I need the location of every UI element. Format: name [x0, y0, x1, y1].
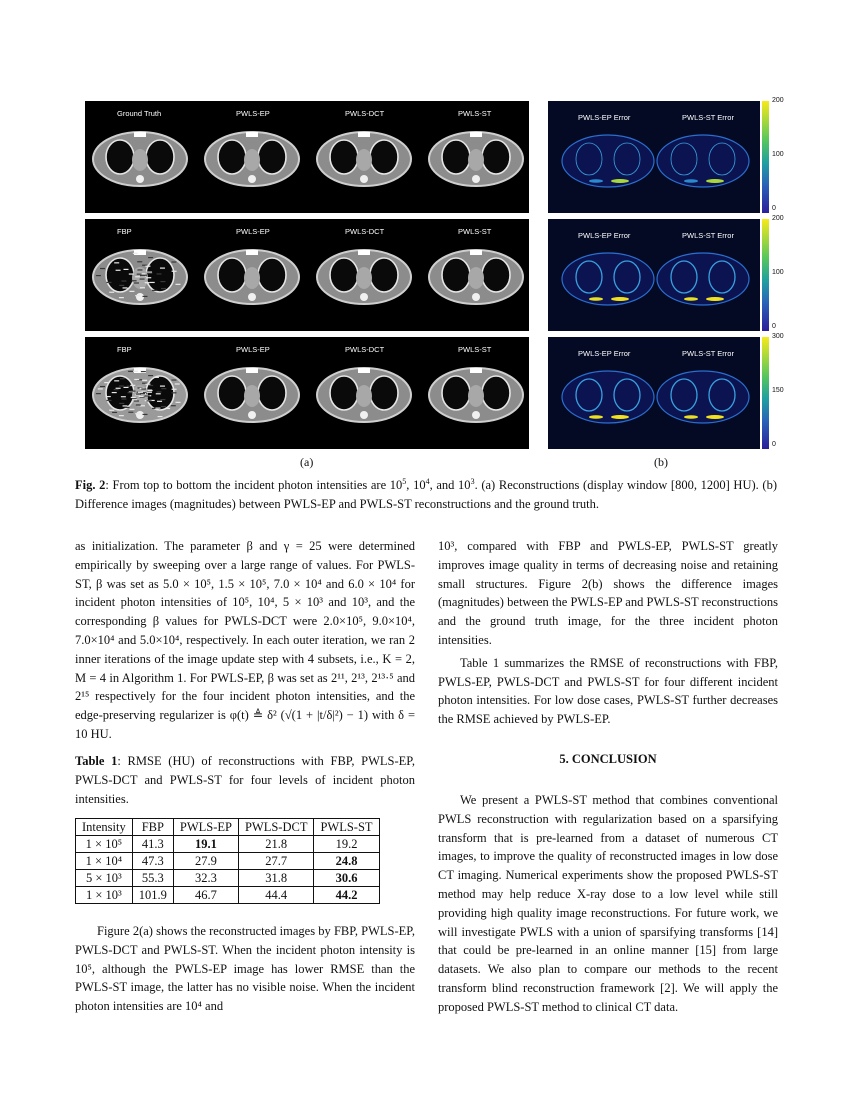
subfigure-label-a: (a) — [300, 455, 314, 469]
error-panel-label: PWLS-ST Error — [682, 231, 734, 240]
colorbar-tick-label: 0 — [772, 441, 776, 448]
panel-label: PWLS-EP — [236, 227, 270, 236]
table-caption — [75, 752, 415, 808]
colorbar-tick-label: 0 — [772, 205, 776, 212]
panel-label: PWLS-EP — [236, 109, 270, 118]
subfigure-label-b: (b) — [654, 455, 668, 469]
caption-label: Fig. 2 — [75, 478, 106, 493]
panel-label: PWLS-DCT — [345, 345, 385, 354]
panel-label: Ground Truth — [117, 109, 162, 118]
colorbar — [762, 337, 769, 449]
table-summary-paragraph: Table 1 summarizes the RMSE of reconstructions with FBP, PWLS-EP, PWLS-DCT and PWLS-ST for four different incident photon intensities. For low dose cases, PWLS-ST further decreases the RMSE achieved by PWLS-EP. — [438, 655, 778, 727]
table-header: PWLS-EP — [173, 819, 238, 836]
ct-slice-image — [93, 250, 187, 304]
table-cell: 5 × 10³ — [76, 870, 133, 887]
ct-slice-image — [205, 368, 299, 422]
table-cell: 32.3 — [173, 870, 238, 887]
table-row — [76, 870, 380, 887]
conclusion-column — [438, 791, 778, 1017]
error-map-image — [657, 371, 749, 423]
caption-exp: 3 — [470, 477, 475, 486]
right-column — [438, 537, 778, 729]
table-cell: 55.3 — [132, 870, 173, 887]
caption-text: . (a) Reconstructions (display window [800, 1200] HU). (b) Difference images (magnitudes) between PWLS-EP and PWLS-ST reconstructions and the ground truth. — [75, 478, 777, 512]
error-map-image — [657, 135, 749, 187]
results-paragraph: Figure 2(a) shows the reconstructed images by FBP, PWLS-EP, PWLS-DCT and PWLS-ST. When the incident photon intensity is 10⁵, although the PWLS-EP image has lower RMSE than the PWLS-ST image, the latter has no visible noise. When the incident photon intensities are 10⁴ and — [75, 924, 415, 1014]
table-cell: 1 × 10⁵ — [76, 836, 133, 853]
error-panel — [548, 337, 760, 449]
error-panel-label: PWLS-ST Error — [682, 113, 734, 122]
rmse-table — [75, 818, 380, 904]
table-cell: 47.3 — [132, 853, 173, 870]
colorbar-tick-label: 100 — [772, 269, 784, 276]
conclusion-paragraph: We present a PWLS-ST method that combines conventional PWLS reconstruction with regularization based on a sparsifying transform that is pre-learned from a dataset of numerous CT images, to improve the quality of reconstructed images in low dose CT imaging. Numerical experiments show the proposed PWLS-ST method may help reduce X-ray dose to a low level while still providing high quality image reconstructions. For future work, we will investigate PWLS with a union of sparsifying transforms [14] that could be pre-learned in an online manner [15] from large datasets. We also plan to compare our methods to the recent transform blind reconstruction framework [2]. We will apply the proposed PWLS-ST method to clinical CT data. — [438, 793, 778, 1014]
colorbar — [762, 101, 769, 213]
reconstruction-row — [85, 101, 529, 213]
error-panel — [548, 219, 760, 331]
error-panel — [548, 101, 760, 213]
ct-slice-image — [93, 132, 187, 186]
panel-label: PWLS-ST — [458, 227, 492, 236]
figure-caption — [75, 472, 777, 514]
error-panel-label: PWLS-EP Error — [578, 113, 631, 122]
table-cell: 41.3 — [132, 836, 173, 853]
table-header: FBP — [132, 819, 173, 836]
colorbar-tick-label: 200 — [772, 215, 784, 222]
table-header: PWLS-DCT — [238, 819, 314, 836]
panel-label: PWLS-EP — [236, 345, 270, 354]
ct-slice-image — [205, 132, 299, 186]
ct-slice-image — [429, 132, 523, 186]
table-row — [76, 836, 380, 853]
table-cell: 101.9 — [132, 887, 173, 904]
panel-label: PWLS-ST — [458, 345, 492, 354]
table-cell: 1 × 10⁴ — [76, 853, 133, 870]
caption-text: , and 10 — [429, 478, 471, 493]
ct-slice-image — [93, 368, 187, 422]
ct-slice-image — [429, 368, 523, 422]
table-cell: 30.6 — [314, 870, 379, 887]
caption-text: , 10 — [406, 478, 426, 493]
panel-label: PWLS-DCT — [345, 109, 385, 118]
error-map-image — [562, 371, 654, 423]
caption-exp: 5 — [402, 477, 407, 486]
colorbar-tick-label: 0 — [772, 323, 776, 330]
colorbar-tick-label: 100 — [772, 151, 784, 158]
reconstruction-row — [85, 219, 529, 331]
caption-text: : From top to bottom the incident photon intensities are 10 — [105, 478, 403, 493]
error-panel-label: PWLS-EP Error — [578, 231, 631, 240]
table-caption-label: Table 1 — [75, 754, 118, 768]
table-cell: 27.7 — [238, 853, 314, 870]
panel-label: FBP — [117, 345, 132, 354]
methods-paragraph: as initialization. The parameter β and γ = 25 were determined empirically by sweeping over a large range of values. For PWLS-ST, β was set as 5.0 × 10⁵, 1.5 × 10⁵, 7.0 × 10⁴ and 6.0 × 10⁴ for incident photon intensities of 10⁵, 10⁴, 5 × 10³ and 10³, and the corresponding β values for PWLS-DCT were 2.0×10⁵, 9.0×10⁴, 7.0×10⁴ and 5.0×10⁴, respectively. In each outer iteration, we ran 2 inner iterations of the image update step with 4 subsets, i.e., K = 2, M = 4 in Algorithm 1. For PWLS-EP, β was set as 2¹¹, 2¹³, 2¹³·⁵ and 2¹⁵ respectively for the four incident photon intensities, and the edge-preserving regularizer is φ(t) ≜ δ² (√(1 + |t/δ|²) − 1) with δ = 10 HU. — [75, 539, 415, 741]
error-map-image — [562, 253, 654, 305]
ct-slice-image — [429, 250, 523, 304]
error-panel-label: PWLS-ST Error — [682, 349, 734, 358]
table-cell: 21.8 — [238, 836, 314, 853]
table-cell: 27.9 — [173, 853, 238, 870]
section-heading: 5. CONCLUSION — [559, 752, 657, 766]
colorbar — [762, 219, 769, 331]
table-cell: 19.2 — [314, 836, 379, 853]
ct-slice-image — [317, 250, 411, 304]
table-cell: 19.1 — [173, 836, 238, 853]
table-cell: 44.2 — [314, 887, 379, 904]
table-row — [76, 853, 380, 870]
panel-label: PWLS-ST — [458, 109, 492, 118]
table-cell: 1 × 10³ — [76, 887, 133, 904]
table-header: PWLS-ST — [314, 819, 379, 836]
panel-label: PWLS-DCT — [345, 227, 385, 236]
ct-slice-image — [317, 132, 411, 186]
table-cell: 31.8 — [238, 870, 314, 887]
error-map-image — [657, 253, 749, 305]
colorbar-tick-label: 200 — [772, 97, 784, 104]
caption-exp: 4 — [425, 477, 430, 486]
error-panel-label: PWLS-EP Error — [578, 349, 631, 358]
table-cell: 44.4 — [238, 887, 314, 904]
table-cell: 24.8 — [314, 853, 379, 870]
left-column — [75, 537, 415, 744]
error-map-image — [562, 135, 654, 187]
table-header-row — [76, 819, 380, 836]
ct-slice-image — [317, 368, 411, 422]
colorbar-tick-label: 150 — [772, 387, 784, 394]
colorbar-tick-label: 300 — [772, 333, 784, 340]
table-cell: 46.7 — [173, 887, 238, 904]
ct-slice-image — [205, 250, 299, 304]
table-row — [76, 887, 380, 904]
table-header: Intensity — [76, 819, 133, 836]
table-caption-text: : RMSE (HU) of reconstructions with FBP, PWLS-EP, PWLS-DCT and PWLS-ST for four levels of incident photon intensities. — [75, 754, 415, 806]
reconstruction-row — [85, 337, 529, 449]
left-column-bottom — [75, 922, 415, 1016]
panel-label: FBP — [117, 227, 132, 236]
results-paragraph: 10³, compared with FBP and PWLS-EP, PWLS-ST greatly improves image quality in terms of decreasing noise and retaining small structures. Figure 2(b) shows the difference images (magnitudes) between the PWLS-EP and PWLS-ST reconstructions and the ground truth image, for the three incident photon intensities. — [438, 539, 778, 647]
